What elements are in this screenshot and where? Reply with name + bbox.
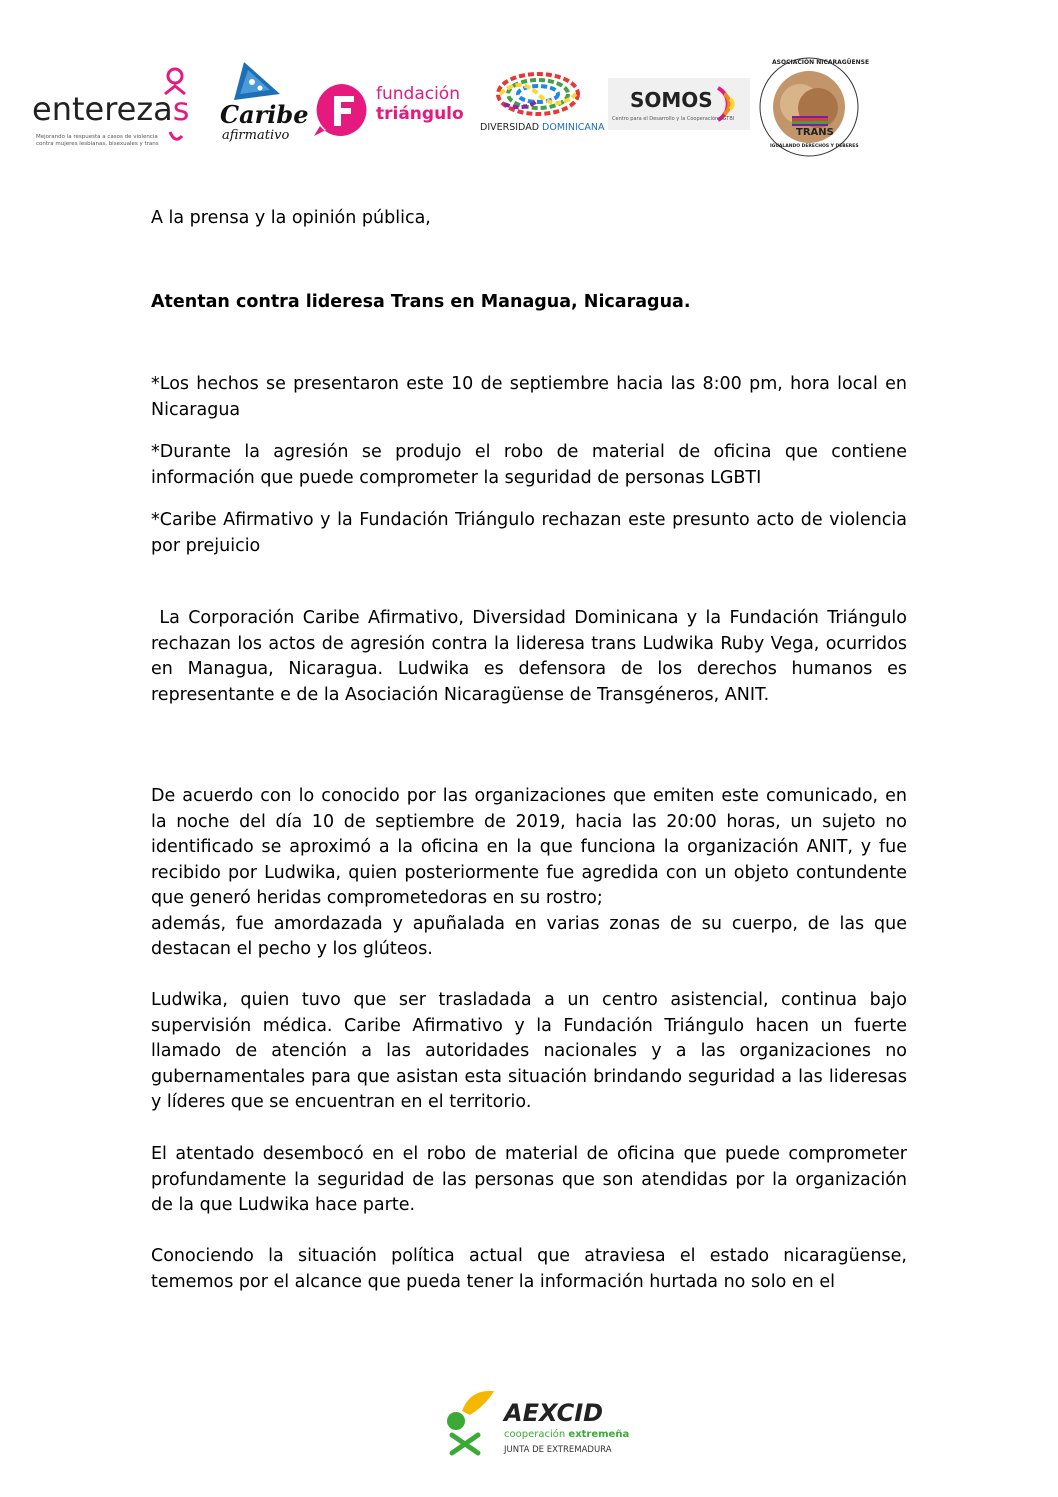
caribe-line1: Caribe (220, 100, 309, 129)
enterezas-tagline-2: contra mujeres lesbianas, bisexuales y trans (36, 141, 159, 147)
bullet-item: *Durante la agresión se produjo el robo de material de oficina que contiene información que puede comprometer la seguridad de personas LGBTI (151, 442, 907, 488)
anit-logo (758, 56, 870, 158)
fundacion-f-icon (312, 80, 372, 140)
paragraph-2a-text: De acuerdo con lo conocido por las organizaciones que emiten este comunicado, en la noche del día 10 de septiembre de 2019, hacia las 20:00 horas, un sujeto no identificado se aproximó a la oficina en la que funciona la organización ANIT, y fue recibido por Ludwika, quien posteriormente fue agredida con un objeto contundente que generó heridas comprometedoras en su rostro; (151, 786, 907, 908)
fundacion-line2: triángulo (376, 104, 464, 124)
aexcid-line1b: extremeña (568, 1429, 630, 1440)
anit-ring-bottom: IGUALANDO DERECHOS Y DEBERES (770, 144, 859, 149)
somos-name: SOMOS (630, 88, 713, 112)
enterezas-tagline-1: Mejorando la respuesta a casos de violencia (36, 134, 158, 140)
aexcid-line2: JUNTA DE EXTREMADURA (504, 1445, 612, 1455)
paragraph-3-text: Ludwika, quien tuvo que ser trasladada a un centro asistencial, continua bajo supervisión médica. Caribe Afirmativo y la Fundación Triángulo hacen un fuerte llamado de atención a las autoridades nacionales y a las organizaciones no gubernamentales para que asistan esta situación brindando seguridad a las lideresas y líderes que se encuentran en el territorio. (151, 990, 907, 1112)
salutation (151, 206, 907, 232)
enterezas-name: entereza (32, 90, 173, 128)
aexcid-emblem-icon (440, 1385, 504, 1457)
diversidad-word2: DOMINICANA (542, 122, 605, 133)
enterezas-tail: s (172, 90, 190, 128)
bullet-item: *Los hechos se presentaron este 10 de septiembre hacia las 8:00 pm, hora local en Nicaragua (151, 374, 907, 420)
letter-title-block (151, 290, 907, 315)
anit-seal-icon (758, 56, 860, 158)
paragraph-1 (151, 606, 913, 708)
aexcid-logo (440, 1385, 640, 1465)
diversidad-dominicana-logo (480, 70, 605, 136)
paragraph-3 (151, 988, 907, 1116)
enterezas-logo (32, 66, 207, 156)
paragraph-1-text: La Corporación Caribe Afirmativo, Diversidad Dominicana y la Fundación Triángulo rechazan los actos de agresión contra la lideresa trans Ludwika Ruby Vega, ocurridos en Managua, Nicaragua. Ludwika es defensora de los derechos humanos es representante e de la Asociación Nicaragüense de Transgéneros, ANIT. (151, 608, 913, 705)
fundacion-line1: fundación (376, 84, 460, 104)
diversidad-swirl-icon (480, 70, 596, 120)
bullet-item: *Caribe Afirmativo y la Fundación Triángulo rechazan este presunto acto de violencia por prejuicio (151, 510, 907, 556)
logo-strip (30, 60, 1030, 160)
diversidad-word1: DIVERSIDAD (480, 122, 540, 133)
paragraph-5 (151, 1244, 907, 1295)
aexcid-line1a: cooperación (504, 1429, 566, 1440)
paragraph-5-text: Conociendo la situación política actual que atraviesa el estado nicaragüense, tememos por el alcance que pueda tener la información hurtada no solo en el (151, 1246, 907, 1292)
paragraph-2 (151, 784, 907, 963)
paragraph-4 (151, 1142, 907, 1219)
paragraph-2b-text: además, fue amordazada y apuñalada en varias zonas de su cuerpo, de las que destacan el pecho y los glúteos. (151, 913, 907, 959)
anit-ring-top: ASOCIACIÓN NICARAGÜENSE (772, 59, 870, 66)
somos-logo (608, 78, 750, 130)
fundacion-triangulo-logo (312, 80, 472, 140)
salutation-text: A la prensa y la opinión pública, (151, 208, 431, 228)
caribe-afirmativo-logo (218, 60, 309, 150)
anit-center: TRANS (796, 127, 834, 138)
aexcid-brand: AEXCID (504, 1399, 604, 1427)
somos-tagline: Centro para el Desarrollo y la Cooperación LGTBI (612, 116, 735, 122)
letter-title: Atentan contra lideresa Trans en Managua, Nicaragua. (151, 292, 691, 312)
paragraph-4-text: El atentado desembocó en el robo de material de oficina que puede comprometer profundamente la seguridad de las personas que son atendidas por la organización de la que Ludwika hace parte. (151, 1144, 907, 1215)
bullet-list (151, 372, 907, 559)
caribe-line2: afirmativo (222, 128, 290, 143)
